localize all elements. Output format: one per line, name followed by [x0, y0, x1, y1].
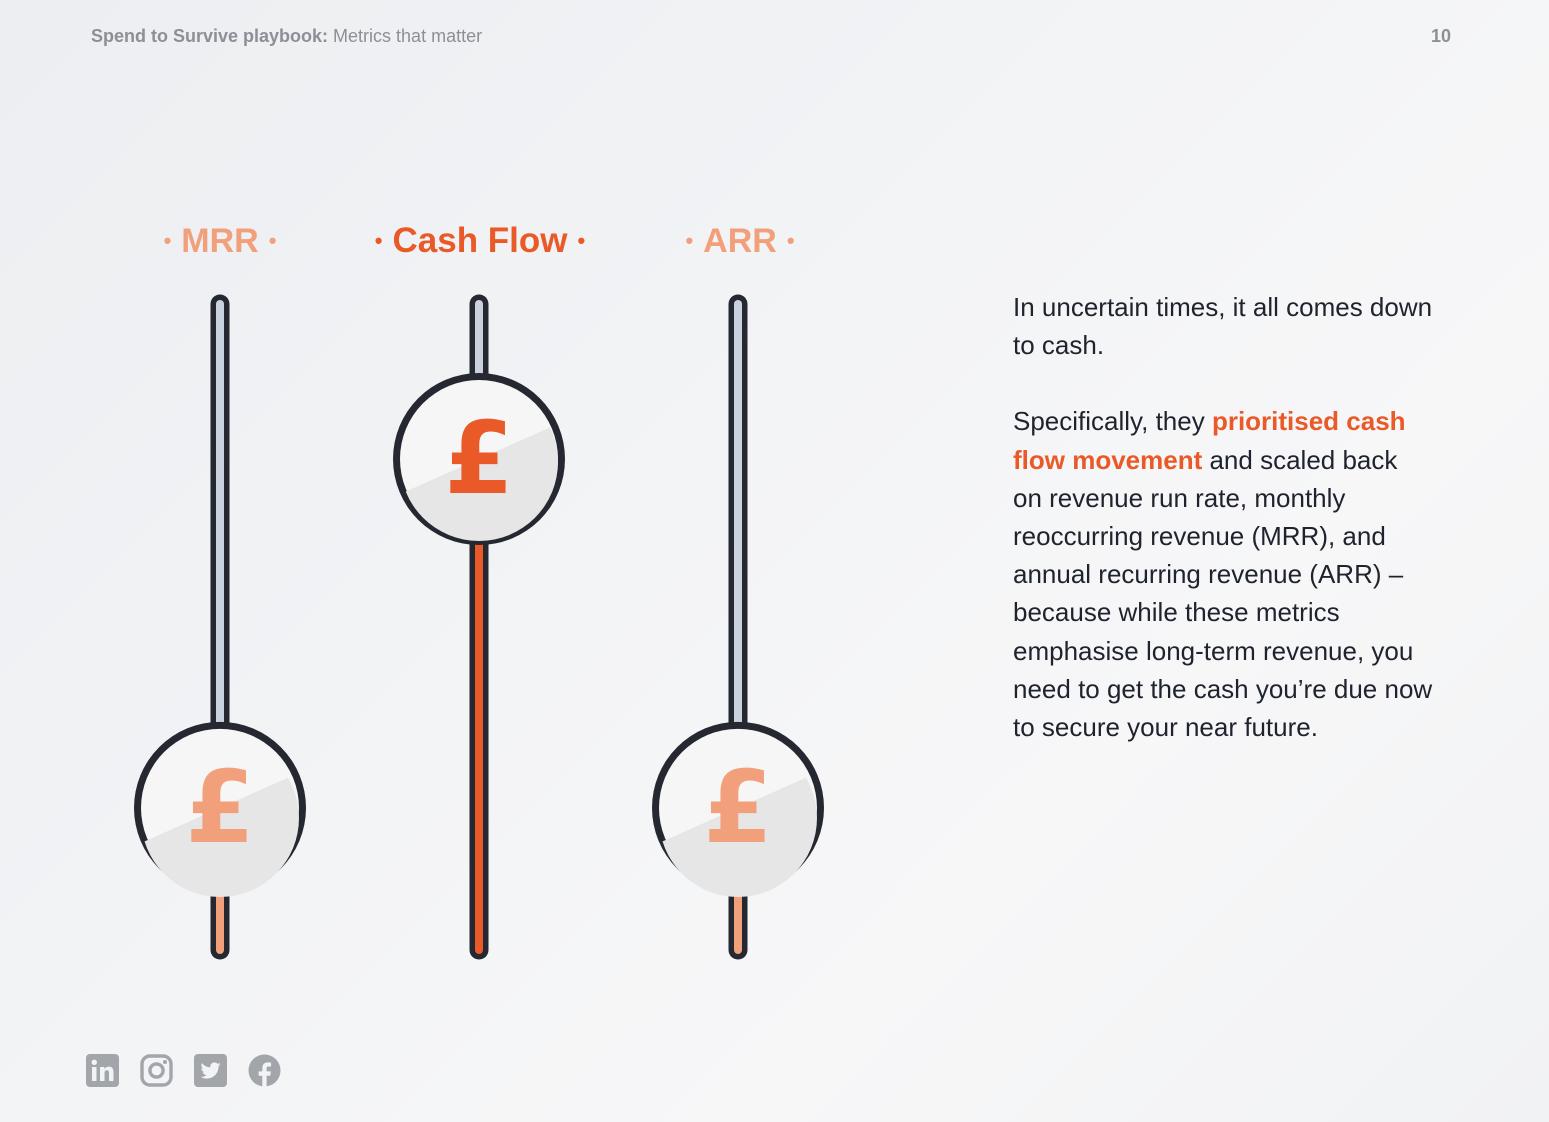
- paragraph-2-lead: Specifically, they: [1013, 406, 1212, 437]
- facebook-icon[interactable]: [248, 1054, 281, 1087]
- pound-sign-icon: £: [185, 748, 255, 866]
- document-title-bold: Spend to Survive playbook:: [91, 25, 329, 46]
- twitter-icon[interactable]: [194, 1054, 227, 1087]
- label-bullet: •: [268, 228, 277, 253]
- highlight-text: prioritised cash flow movement: [1013, 406, 1406, 475]
- instagram-icon[interactable]: [140, 1054, 173, 1087]
- slider-label-text: ARR: [703, 221, 777, 260]
- social-links: [86, 1054, 281, 1087]
- paragraph-2-rest: and scaled back on revenue run rate, monthly reoccurring revenue (MRR), and annual recurring revenue (ARR) – because while these metrics emphasise long-term revenue, you need to get the cash you’re due now to secure your near future.: [1013, 444, 1433, 743]
- body-paragraph-1: In uncertain times, it all comes down to cash.: [1013, 292, 1433, 361]
- pound-sign-icon: £: [703, 748, 773, 866]
- linkedin-icon[interactable]: [86, 1054, 119, 1087]
- slider-label-text: Cash Flow: [392, 221, 568, 260]
- body-text: [1013, 288, 1433, 746]
- page-number: 10: [1430, 25, 1451, 46]
- slider-arr[interactable]: [648, 304, 828, 950]
- slider-mrr[interactable]: [130, 304, 310, 950]
- body-paragraph-2: [1013, 402, 1433, 746]
- label-bullet: •: [685, 228, 694, 253]
- label-bullet: •: [374, 228, 383, 253]
- slider-label-text: MRR: [181, 221, 259, 260]
- label-bullet: •: [577, 228, 586, 253]
- slider-cash-flow[interactable]: [389, 304, 569, 950]
- label-bullet: •: [163, 228, 172, 253]
- label-bullet: •: [786, 228, 795, 253]
- document-title-section: Metrics that matter: [328, 25, 483, 46]
- pound-sign-icon: £: [444, 400, 514, 518]
